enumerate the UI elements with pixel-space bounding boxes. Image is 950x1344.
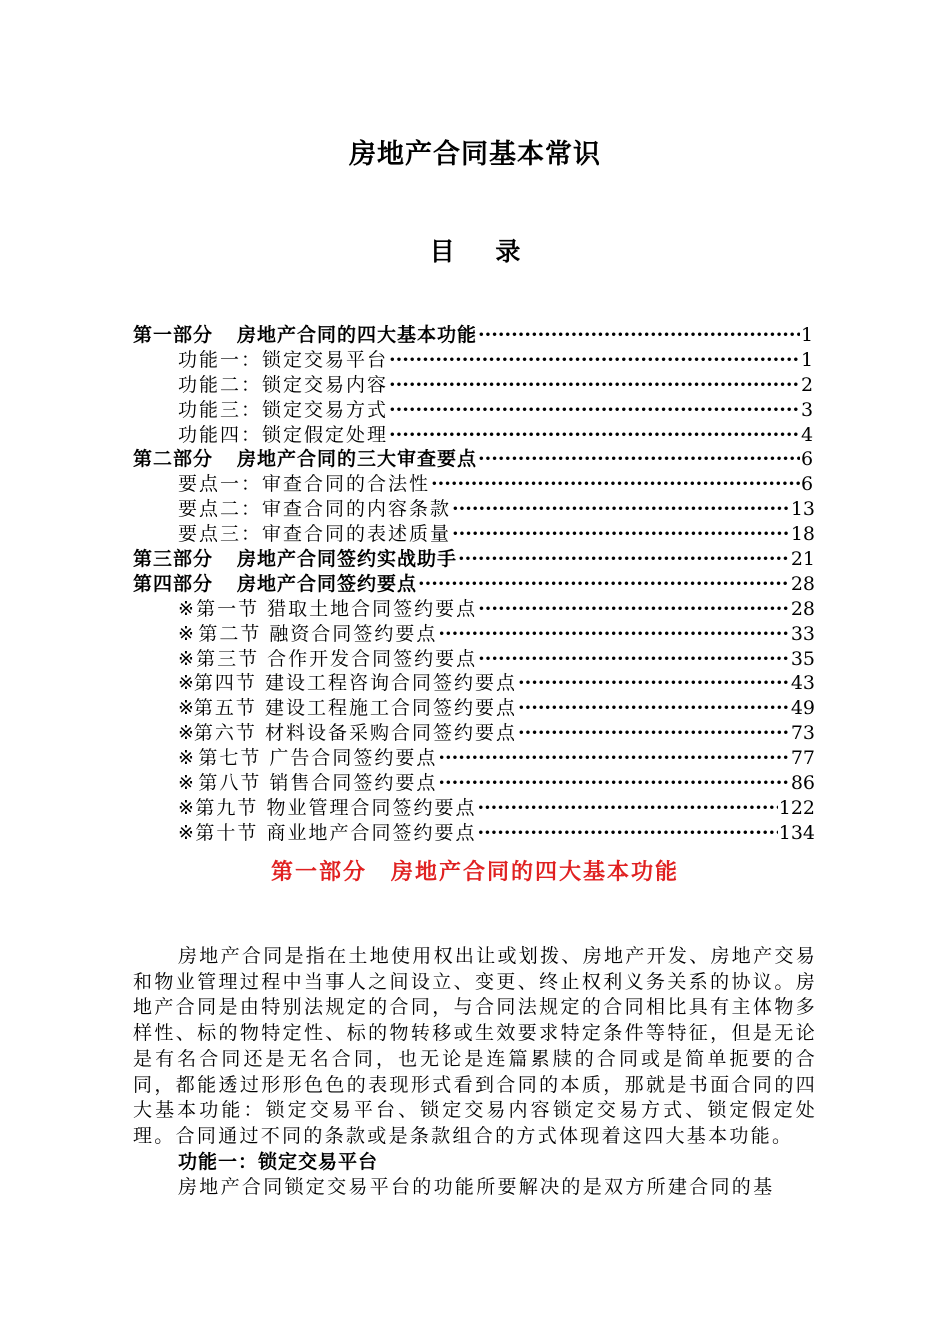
body-text <box>133 944 817 1201</box>
toc-section-label: 第八节 销售合同签约要点 <box>198 772 438 795</box>
reference-mark-icon: ※ <box>178 796 194 819</box>
toc-entry-sub[interactable] <box>133 497 815 522</box>
toc-entry-part[interactable] <box>133 323 815 348</box>
toc-entry-sub[interactable] <box>133 472 815 497</box>
toc-page-number: 2 <box>801 373 814 396</box>
reference-mark-icon: ※ <box>178 622 194 645</box>
dot-leader <box>477 796 777 821</box>
reference-mark-icon: ※ <box>178 722 194 745</box>
toc-entry-sec[interactable] <box>133 746 815 771</box>
dot-leader <box>438 771 789 796</box>
toc-part-label <box>133 323 477 348</box>
toc-entry-part[interactable] <box>133 572 815 597</box>
toc-part-number: 第四部分 <box>133 572 214 595</box>
dot-leader <box>389 373 800 398</box>
dot-leader <box>431 472 800 497</box>
toc-sub-label: 功能三：锁定交易方式 <box>178 398 389 421</box>
dot-leader <box>478 447 800 472</box>
reference-mark-icon: ※ <box>178 821 194 844</box>
dot-leader <box>518 671 790 696</box>
dot-leader <box>478 597 790 622</box>
toc-part-number: 第三部分 <box>133 548 214 571</box>
toc-section-label: 第六节 材料设备采购合同签约要点 <box>193 722 517 745</box>
toc-part-label <box>133 572 417 597</box>
dot-leader <box>389 348 800 373</box>
toc-page-number: 49 <box>790 697 815 720</box>
toc-page-number: 1 <box>801 348 814 371</box>
dot-leader <box>389 423 800 448</box>
toc-part-number: 第一部分 <box>133 324 214 346</box>
toc-sub-label: 功能一：锁定交易平台 <box>178 348 389 371</box>
toc-part-label <box>133 447 477 472</box>
dot-leader <box>452 522 790 547</box>
toc-entry-sub[interactable] <box>133 522 815 547</box>
reference-mark-icon: ※ <box>178 697 194 720</box>
toc-entry-sec[interactable] <box>133 721 815 746</box>
toc-part-title: 房地产合同的三大审查要点 <box>237 448 478 471</box>
table-of-contents <box>133 323 815 846</box>
toc-page-number: 1 <box>801 324 814 346</box>
toc-sub-label: 要点三：审查合同的表述质量 <box>178 523 452 546</box>
toc-section-label: 第九节 物业管理合同签约要点 <box>195 796 477 819</box>
toc-section-label: 第三节 合作开发合同签约要点 <box>196 647 478 670</box>
toc-section-label: 第七节 广告合同签约要点 <box>198 747 438 770</box>
toc-entry-part[interactable] <box>133 547 815 572</box>
toc-page-number: 28 <box>790 597 815 620</box>
section-subheading: 功能一：锁定交易平台 <box>178 1150 379 1173</box>
toc-page-number: 43 <box>790 672 815 695</box>
toc-part-number: 第二部分 <box>133 448 214 471</box>
toc-section-label: 第二节 融资合同签约要点 <box>198 622 438 645</box>
body-paragraph: 房地产合同锁定交易平台的功能所要解决的是双方所建合同的基 <box>178 1176 775 1199</box>
reference-mark-icon: ※ <box>178 647 194 670</box>
toc-entry-sec[interactable] <box>133 671 815 696</box>
toc-page-number: 4 <box>801 423 814 446</box>
toc-section-label: 第一节 猎取土地合同签约要点 <box>196 597 478 620</box>
dot-leader <box>438 622 789 647</box>
toc-sub-label: 功能二：锁定交易内容 <box>178 373 389 396</box>
body-paragraph: 房地产合同是指在土地使用权出让或划拨、房地产开发、房地产交易和物业管理过程中当事人之间设立、变更、终止权利义务关系的协议。房地产合同是由特别法规定的合同，与合同法规定的合同相比具有主体物多样性、标的物特定性、标的物转移或生效要求特定条件等特征，但是无论是有名合同还是无名合同，也无论是连篇累牍的合同或是简单扼要的合同，都能透过形形色色的表现形式看到合同的本质，那就是书面合同的四大基本功能：锁定交易平台、锁定交易内容锁定交易方式、锁定假定处理。合同通过不同的条款或是条款组合的方式体现着这四大基本功能。 <box>133 945 818 1147</box>
dot-leader <box>518 721 790 746</box>
toc-entry-sec[interactable] <box>133 622 815 647</box>
toc-entry-sec[interactable] <box>133 597 815 622</box>
reference-mark-icon: ※ <box>178 597 194 620</box>
dot-leader <box>458 547 790 572</box>
dot-leader <box>478 323 800 348</box>
document-title: 房地产合同基本常识 <box>349 139 601 170</box>
toc-section-label: 第五节 建设工程施工合同签约要点 <box>193 697 517 720</box>
toc-section-label: 第十节 商业地产合同签约要点 <box>195 821 477 844</box>
toc-sub-label: 功能四：锁定假定处理 <box>178 423 389 446</box>
dot-leader <box>452 497 790 522</box>
reference-mark-icon: ※ <box>178 672 194 695</box>
dot-leader <box>478 647 790 672</box>
toc-page-number: 33 <box>790 622 815 645</box>
toc-part-label <box>133 547 457 572</box>
toc-entry-part[interactable] <box>133 447 815 472</box>
toc-page-number: 3 <box>801 398 814 421</box>
toc-page-number: 77 <box>790 747 815 770</box>
toc-entry-sec[interactable] <box>133 647 815 672</box>
toc-page-number: 86 <box>790 772 815 795</box>
reference-mark-icon: ※ <box>178 747 194 770</box>
reference-mark-icon: ※ <box>178 772 194 795</box>
toc-part-title: 房地产合同的四大基本功能 <box>237 324 478 346</box>
toc-page-number: 21 <box>790 548 815 571</box>
toc-sub-label: 要点二：审查合同的内容条款 <box>178 498 452 521</box>
toc-page-number: 6 <box>801 448 814 471</box>
toc-entry-sub[interactable] <box>133 373 815 398</box>
toc-page-number: 18 <box>790 523 815 546</box>
toc-entry-sub[interactable] <box>133 398 815 423</box>
toc-entry-sub[interactable] <box>133 423 815 448</box>
toc-page-number: 122 <box>778 796 815 819</box>
toc-part-title: 房地产合同签约要点 <box>237 572 418 595</box>
toc-page-number: 6 <box>801 473 814 496</box>
toc-heading: 目 录 <box>429 237 537 266</box>
dot-leader <box>518 696 790 721</box>
toc-entry-sec[interactable] <box>133 696 815 721</box>
dot-leader <box>438 746 789 771</box>
toc-sub-label: 要点一：审查合同的合法性 <box>178 473 431 496</box>
toc-entry-sec[interactable] <box>133 771 815 796</box>
toc-part-title: 房地产合同签约实战助手 <box>237 548 458 571</box>
dot-leader <box>418 572 790 597</box>
toc-page-number: 13 <box>790 498 815 521</box>
toc-entry-sec[interactable] <box>133 796 815 821</box>
toc-entry-sub[interactable] <box>133 348 815 373</box>
dot-leader <box>477 821 777 846</box>
toc-page-number: 35 <box>790 647 815 670</box>
toc-page-number: 28 <box>790 572 815 595</box>
toc-page-number: 73 <box>790 722 815 745</box>
dot-leader <box>389 398 800 423</box>
toc-page-number: 134 <box>778 821 815 844</box>
toc-section-label: 第四节 建设工程咨询合同签约要点 <box>193 672 517 695</box>
toc-entry-sec[interactable] <box>133 821 815 846</box>
part-heading: 第一部分 房地产合同的四大基本功能 <box>270 859 679 885</box>
